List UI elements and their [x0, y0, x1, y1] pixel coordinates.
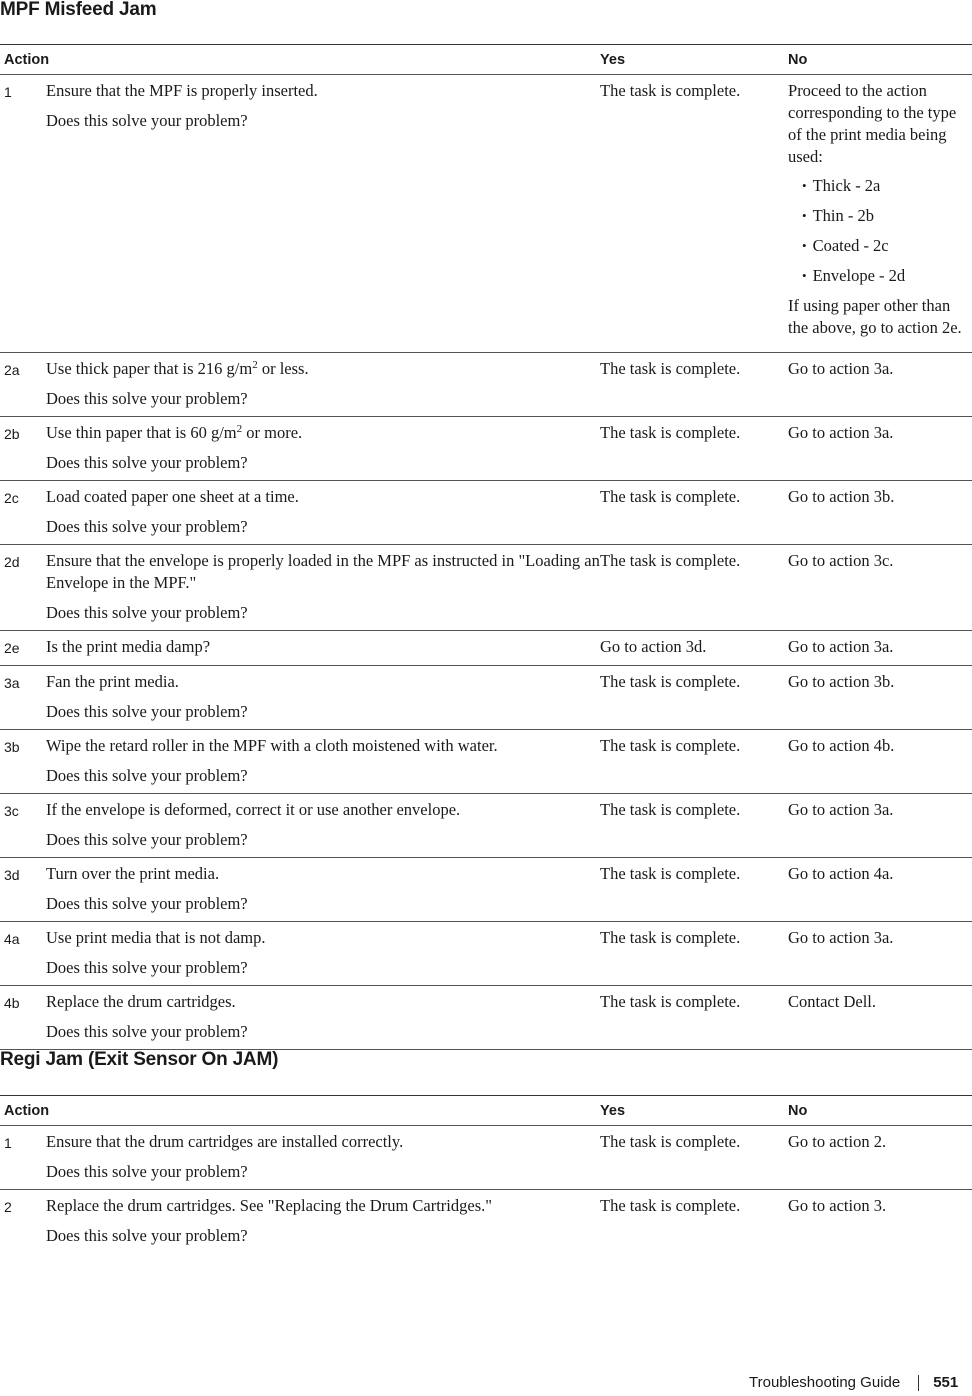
action-cell [46, 545, 600, 631]
table-row [0, 1126, 972, 1190]
action-cell [46, 922, 600, 986]
table-row [0, 922, 972, 986]
question-text: Does this solve your problem? [46, 1022, 248, 1041]
yes-cell: The task is complete. [600, 922, 788, 986]
step-number: 2a [0, 353, 46, 417]
list-item: • Thick - 2a [802, 175, 972, 197]
table-header-row [0, 1096, 972, 1126]
action-text: Replace the drum cartridges. See "Replacing the Drum Cartridges." [46, 1196, 492, 1215]
yes-cell: The task is complete. [600, 353, 788, 417]
no-cell: Go to action 4a. [788, 858, 972, 922]
superscript: 2 [252, 359, 258, 371]
header-action: Action [0, 45, 600, 75]
action-text: Ensure that the MPF is properly inserted. [46, 81, 318, 100]
action-cell [46, 794, 600, 858]
yes-cell: The task is complete. [600, 545, 788, 631]
question-text: Does this solve your problem? [46, 894, 248, 913]
mpf-misfeed-jam-table [0, 44, 972, 1050]
step-number: 2c [0, 481, 46, 545]
yes-cell: The task is complete. [600, 75, 788, 353]
media-type-list [788, 175, 972, 287]
action-text-main: Use thick paper that is 216 g/m [46, 359, 253, 378]
step-number: 4a [0, 922, 46, 986]
table-row [0, 794, 972, 858]
question-text: Does this solve your problem? [46, 830, 248, 849]
action-text: Replace the drum cartridges. [46, 992, 236, 1011]
no-cell: Go to action 4b. [788, 730, 972, 794]
step-number: 2d [0, 545, 46, 631]
question-text: Does this solve your problem? [46, 389, 248, 408]
page-footer [749, 1374, 958, 1391]
question-text: Does this solve your problem? [46, 958, 248, 977]
no-cell: Go to action 3a. [788, 417, 972, 481]
action-text-main: Use thin paper that is 60 g/m [46, 423, 237, 442]
question-text: Does this solve your problem? [46, 702, 248, 721]
yes-cell: The task is complete. [600, 481, 788, 545]
no-cell: Contact Dell. [788, 986, 972, 1050]
step-number: 2b [0, 417, 46, 481]
footer-guide-title: Troubleshooting Guide [749, 1374, 901, 1391]
step-number: 4b [0, 986, 46, 1050]
question-text: Does this solve your problem? [46, 453, 248, 472]
table-row [0, 986, 972, 1050]
action-cell [46, 858, 600, 922]
section-title-regi-jam: Regi Jam (Exit Sensor On JAM) [0, 1049, 279, 1070]
no-cell [788, 75, 972, 353]
list-item: • Thin - 2b [802, 205, 972, 227]
action-text [46, 422, 600, 444]
yes-cell: The task is complete. [600, 794, 788, 858]
action-cell [46, 1126, 600, 1190]
header-yes: Yes [600, 45, 788, 75]
table-row [0, 631, 972, 666]
no-cell: Go to action 3. [788, 1196, 887, 1215]
action-text [46, 358, 600, 380]
no-cell: Go to action 3b. [788, 666, 972, 730]
header-action: Action [0, 1096, 600, 1126]
superscript: 2 [236, 423, 243, 435]
action-text: Fan the print media. [46, 672, 179, 691]
footer-divider [918, 1375, 919, 1391]
yes-cell: The task is complete. [600, 666, 788, 730]
question-text: Does this solve your problem? [46, 603, 248, 622]
yes-cell: The task is complete. [600, 858, 788, 922]
step-number: 3c [0, 794, 46, 858]
no-cell: Go to action 3a. [788, 631, 972, 666]
yes-cell: The task is complete. [600, 1126, 788, 1190]
list-item: • Coated - 2c [802, 235, 972, 257]
no-cell: Go to action 3a. [788, 353, 972, 417]
yes-cell: Go to action 3d. [600, 631, 788, 666]
no-cell: Go to action 3b. [788, 481, 972, 545]
regi-jam-table [0, 1095, 972, 1253]
no-note: If using paper other than the above, go to action 2e. [788, 296, 962, 337]
action-text: Is the print media damp? [46, 637, 211, 656]
no-text: Proceed to the action corresponding to the type of the print media being used: [788, 81, 957, 166]
step-number: 3a [0, 666, 46, 730]
step-number: 3d [0, 858, 46, 922]
section-title-mpf-misfeed-jam: MPF Misfeed Jam [0, 0, 157, 20]
yes-cell: The task is complete. [600, 730, 788, 794]
table-row [0, 545, 972, 631]
action-cell [46, 353, 600, 417]
question-text: Does this solve your problem? [46, 1226, 248, 1245]
table-row [0, 481, 972, 545]
header-no: No [788, 1096, 972, 1126]
action-text: Use print media that is not damp. [46, 928, 266, 947]
action-cell [46, 666, 600, 730]
header-yes: Yes [600, 1096, 788, 1126]
question-text: Does this solve your problem? [46, 766, 248, 785]
no-cell: Go to action 3a. [788, 794, 972, 858]
step-number: 2 [4, 1199, 12, 1215]
table-row [0, 666, 972, 730]
no-cell: Go to action 2. [788, 1126, 972, 1190]
step-number: 1 [0, 1126, 46, 1190]
list-item: • Envelope - 2d [802, 265, 972, 287]
action-cell [46, 1190, 600, 1254]
action-cell [46, 631, 600, 666]
table-row [0, 75, 972, 353]
header-no: No [788, 45, 972, 75]
action-cell [46, 75, 600, 353]
step-number: 2e [0, 631, 46, 666]
action-cell [46, 417, 600, 481]
no-cell: Go to action 3a. [788, 922, 972, 986]
action-cell [46, 730, 600, 794]
table-row [0, 353, 972, 417]
action-text-end: or less. [257, 359, 309, 378]
table-row [0, 730, 972, 794]
yes-cell: The task is complete. [600, 1196, 741, 1215]
question-text: Does this solve your problem? [46, 517, 248, 536]
table-row [0, 1190, 972, 1254]
action-text: Wipe the retard roller in the MPF with a cloth moistened with water. [46, 736, 498, 755]
action-text: If the envelope is deformed, correct it or use another envelope. [46, 800, 461, 819]
no-cell: Go to action 3c. [788, 545, 972, 631]
step-number: 1 [0, 75, 46, 353]
action-cell [46, 481, 600, 545]
table-header-row [0, 45, 972, 75]
question-text: Does this solve your problem? [46, 1162, 248, 1181]
action-text: Ensure that the drum cartridges are installed correctly. [46, 1132, 404, 1151]
step-number: 3b [0, 730, 46, 794]
action-text: Turn over the print media. [46, 864, 220, 883]
action-text: Ensure that the envelope is properly loaded in the MPF as instructed in "Loading an Envelope in the MPF." [46, 551, 600, 592]
action-cell [46, 986, 600, 1050]
action-text: Load coated paper one sheet at a time. [46, 487, 299, 506]
table-row [0, 417, 972, 481]
page-number: 551 [933, 1374, 959, 1391]
yes-cell: The task is complete. [600, 417, 788, 481]
yes-cell: The task is complete. [600, 986, 788, 1050]
action-text-end: or more. [242, 423, 303, 442]
table-row [0, 858, 972, 922]
question-text: Does this solve your problem? [46, 111, 248, 130]
